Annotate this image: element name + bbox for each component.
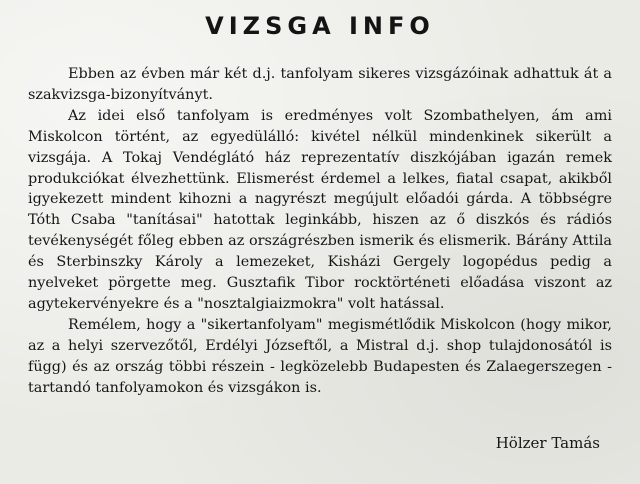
author-signature: Hölzer Tamás [495,434,600,452]
paragraph-2: Az idei első tanfolyam is eredményes volt Szombathelyen, ám ami Miskolcon történt, az egyedülálló: kivétel nélkül mindenkinek sikerült a vizsgája. A Tokaj Vendéglátó ház reprezentatív diszkójában igazán remek produkciókat élvezhettünk. Elismerést érdemel a lelkes, fiatal csapat, akikből igyekezett mindent kihozni a nagyrészt megújult előadói gárda. A többségre Tóth Csaba "tanításai" hatottak leginkább, hiszen az ő diszkós és rádiós tevékenységét főleg ebben az országrészben ismerik és elismerik. Bárány Attila és Sterbinszky Károly a lemezeket, Kisházi Gergely logopédus pedig a nyelveket pörgette meg. Gusztafik Tibor rocktörténeti előadása viszont az agytekervényekre és a "nosztalgiaizmokra" volt hatással. [28,107,612,312]
paragraph-3: Remélem, hogy a "sikertanfolyam" megismétlődik Miskolcon (hogy mikor, az a helyi szervezőtől, Erdélyi Józseftől, a Mistral d.j. shop tulajdonosától is függ) és az ország többi részein - legközelebb Budapesten és Zalaegerszegen - tartandó tanfolyamokon és vizsgákon is. [28,316,612,396]
article-body [28,64,612,399]
page-title: VIZSGA INFO [205,12,435,40]
paragraph-1: Ebben az évben már két d.j. tanfolyam sikeres vizsgázóinak adhattuk át a szakvizsga-bizonyítványt. [28,66,612,103]
